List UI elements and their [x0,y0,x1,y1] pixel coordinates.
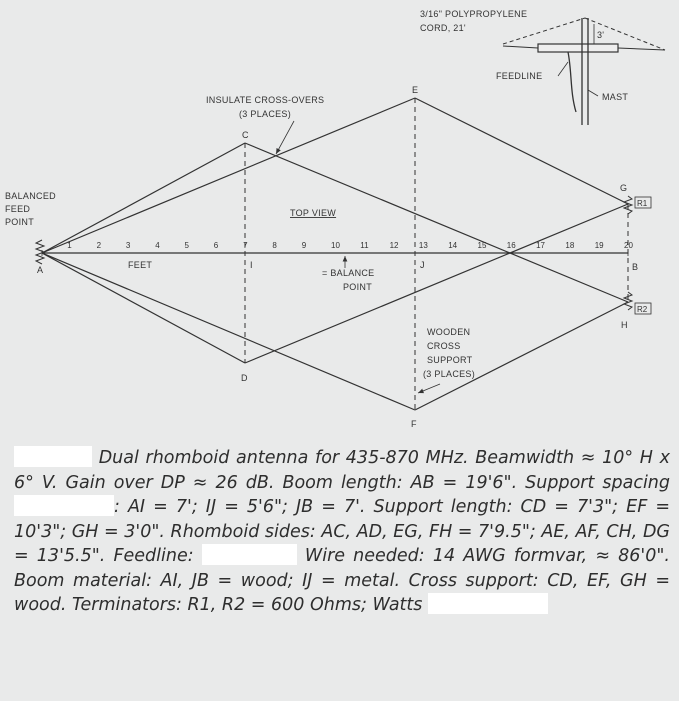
wire-EG [415,98,628,204]
wire-DG [245,204,628,363]
point-B: B [632,262,639,272]
wooden-arrow [418,384,440,393]
scale-tick-label: 20 [624,241,633,250]
scale-tick-label: 19 [594,241,604,250]
scale-tick-label: 4 [155,241,160,250]
point-F: F [411,419,417,429]
top-view-label: TOP VIEW [290,208,337,218]
wooden-label-line2: CROSS [427,341,461,351]
redacted-feedline [202,544,297,565]
scale-tick-label: 8 [272,241,277,250]
caption-text-3: Wire needed: 14 AWG formvar, ≈ 86'0". Boom material: AI, JB = wood; IJ = metal. Cross support: CD, EF, GH = wood. Terminators: R1, R2 = 600 Ohms; Watts [14,546,670,615]
balance-point-line1: = BALANCE [322,268,375,278]
figure-caption [14,446,670,618]
mast-label: MAST [602,92,629,102]
cord-left [503,18,585,44]
feet-label: FEET [128,260,153,270]
scale-tick-label: 1 [67,241,72,250]
scale-tick-label: 17 [536,241,546,250]
scale-tick-label: 7 [243,241,248,250]
balance-point-line2: POINT [343,282,373,292]
point-G: G [620,183,628,193]
point-I: I [250,260,253,270]
arm-left [503,46,538,48]
cord-label-line2: CORD, 21' [420,23,466,33]
wire-CH [245,143,628,302]
cord-label-line1: 3/16" POLYPROPYLENE [420,9,528,19]
point-C: C [242,130,249,140]
scale-tick-label: 18 [565,241,575,250]
point-D: D [241,373,248,383]
scale-tick-label: 2 [96,241,102,250]
scale-tick-label: 3 [125,241,131,250]
redacted-figure-number [14,446,92,467]
point-A: A [37,265,44,275]
wooden-label-line3: SUPPORT [427,355,473,365]
redacted-spacing-figure [14,495,114,516]
balanced-label-line3: POINT [5,217,35,227]
arm-right [618,48,665,50]
balanced-label-line1: BALANCED [5,191,56,201]
wire-AE [42,98,415,253]
caption-text-2: : AI = 7'; IJ = 5'6"; JB = 7'. Support length: CD = 7'3"; EF = 10'3"; GH = 3'0". Rhomboid sides: AC, AD, EG, FH = 7'9.5"; AE, AF, CH, DG = 13'5.5". Feedline: [14,497,670,566]
feed-zigzag [36,240,44,264]
scale-tick-label: 11 [360,241,369,250]
scale-tick-label: 13 [418,241,428,250]
mast-leader [588,90,598,96]
point-H: H [621,320,628,330]
antenna-wires [36,98,632,410]
scale-tick-label: 12 [389,241,399,250]
redacted-watts [428,593,548,614]
point-E: E [412,85,419,95]
balanced-label-line2: FEED [5,204,31,214]
feedline-wire [568,52,576,112]
feedline-leader [558,62,568,76]
insulate-label-line2: (3 PLACES) [239,109,292,119]
scale-tick-labels [67,241,633,250]
wooden-label-line4: (3 PLACES) [423,369,476,379]
scale-tick-label: 14 [448,241,458,250]
point-J: J [420,260,425,270]
scale-tick-label: 5 [184,241,189,250]
scale-tick-label: 16 [506,241,516,250]
resistor-R2-label: R2 [637,305,648,314]
scale-tick-label: 6 [213,241,219,250]
caption-text-1: Dual rhomboid antenna for 435-870 MHz. Beamwidth ≈ 10° H x 6° V. Gain over DP ≈ 26 dB. Boom length: AB = 19'6". Support spacing [14,448,670,493]
feedline-label: FEEDLINE [496,71,543,81]
wire-AC [42,143,245,253]
scale-tick-label: 9 [301,241,307,250]
scale-tick-label: 15 [477,241,487,250]
boom-sketch [538,44,618,52]
resistor-R1-label: R1 [637,199,648,208]
wooden-label-line1: WOODEN [427,327,471,337]
scale-tick-label: 10 [331,241,340,250]
dim-3ft-label: 3' [597,30,605,40]
insulate-label-line1: INSULATE CROSS-OVERS [206,95,325,105]
